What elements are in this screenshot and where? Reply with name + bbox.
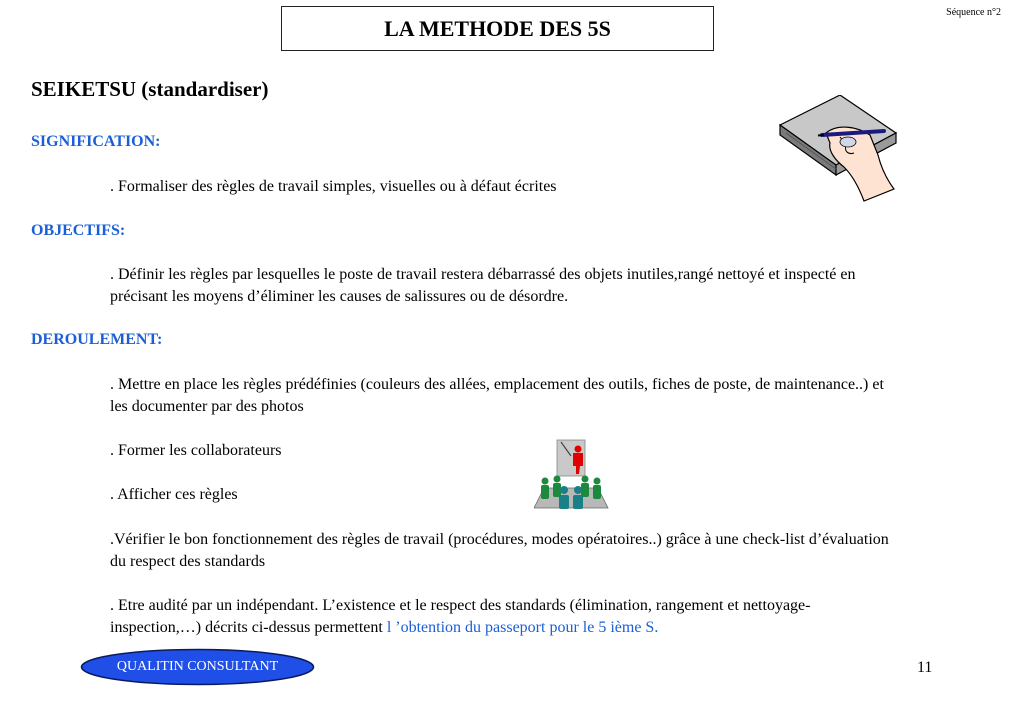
signification-text: . Formaliser des règles de travail simples, visuelles ou à défaut écrites: [110, 178, 557, 195]
deroulement-last-text: . Etre audité par un indépendant. L’existence et le respect des standards (élimination, rangement et nettoyage-inspection,…) décrits ci-dessus permettent: [110, 597, 811, 636]
section-label-deroulement: DEROULEMENT:: [31, 331, 163, 348]
page-number: 11: [917, 659, 933, 676]
qualitin-logo: [80, 648, 315, 686]
objectifs-text: . Définir les règles par lesquelles le poste de travail restera débarrassé des objets inutiles,rangé nettoyé et inspecté en précisant les moyens d’éliminer les causes de salissures ou de désordre.: [110, 266, 856, 305]
page-heading: SEIKETSU (standardiser): [31, 77, 269, 101]
passport-link-text: l ’obtention du passeport pour le 5 ième S.: [386, 619, 659, 636]
presentation-meeting-icon: [534, 438, 609, 510]
slide-title-text: LA METHODE DES 5S: [384, 15, 611, 41]
deroulement-item-last: [110, 595, 900, 639]
deroulement-item: . Former les collaborateurs: [110, 442, 282, 459]
section-label-signification: SIGNIFICATION:: [31, 133, 161, 150]
deroulement-item: . Afficher ces règles: [110, 486, 238, 503]
slide-title: [281, 6, 714, 51]
deroulement-item: .Vérifier le bon fonctionnement des règles de travail (procédures, modes opératoires..) grâce à une check-list d’évaluation du respect des standards: [110, 531, 889, 570]
deroulement-item: . Mettre en place les règles prédéfinies (couleurs des allées, emplacement des outils, fiches de poste, de maintenance..) et les documenter par des photos: [110, 376, 884, 415]
section-label-objectifs: OBJECTIFS:: [31, 222, 126, 239]
sequence-label: Séquence n°2: [946, 7, 1001, 18]
logo-ellipse: [80, 648, 315, 686]
logo-text: QUALITIN CONSULTANT: [116, 659, 279, 674]
